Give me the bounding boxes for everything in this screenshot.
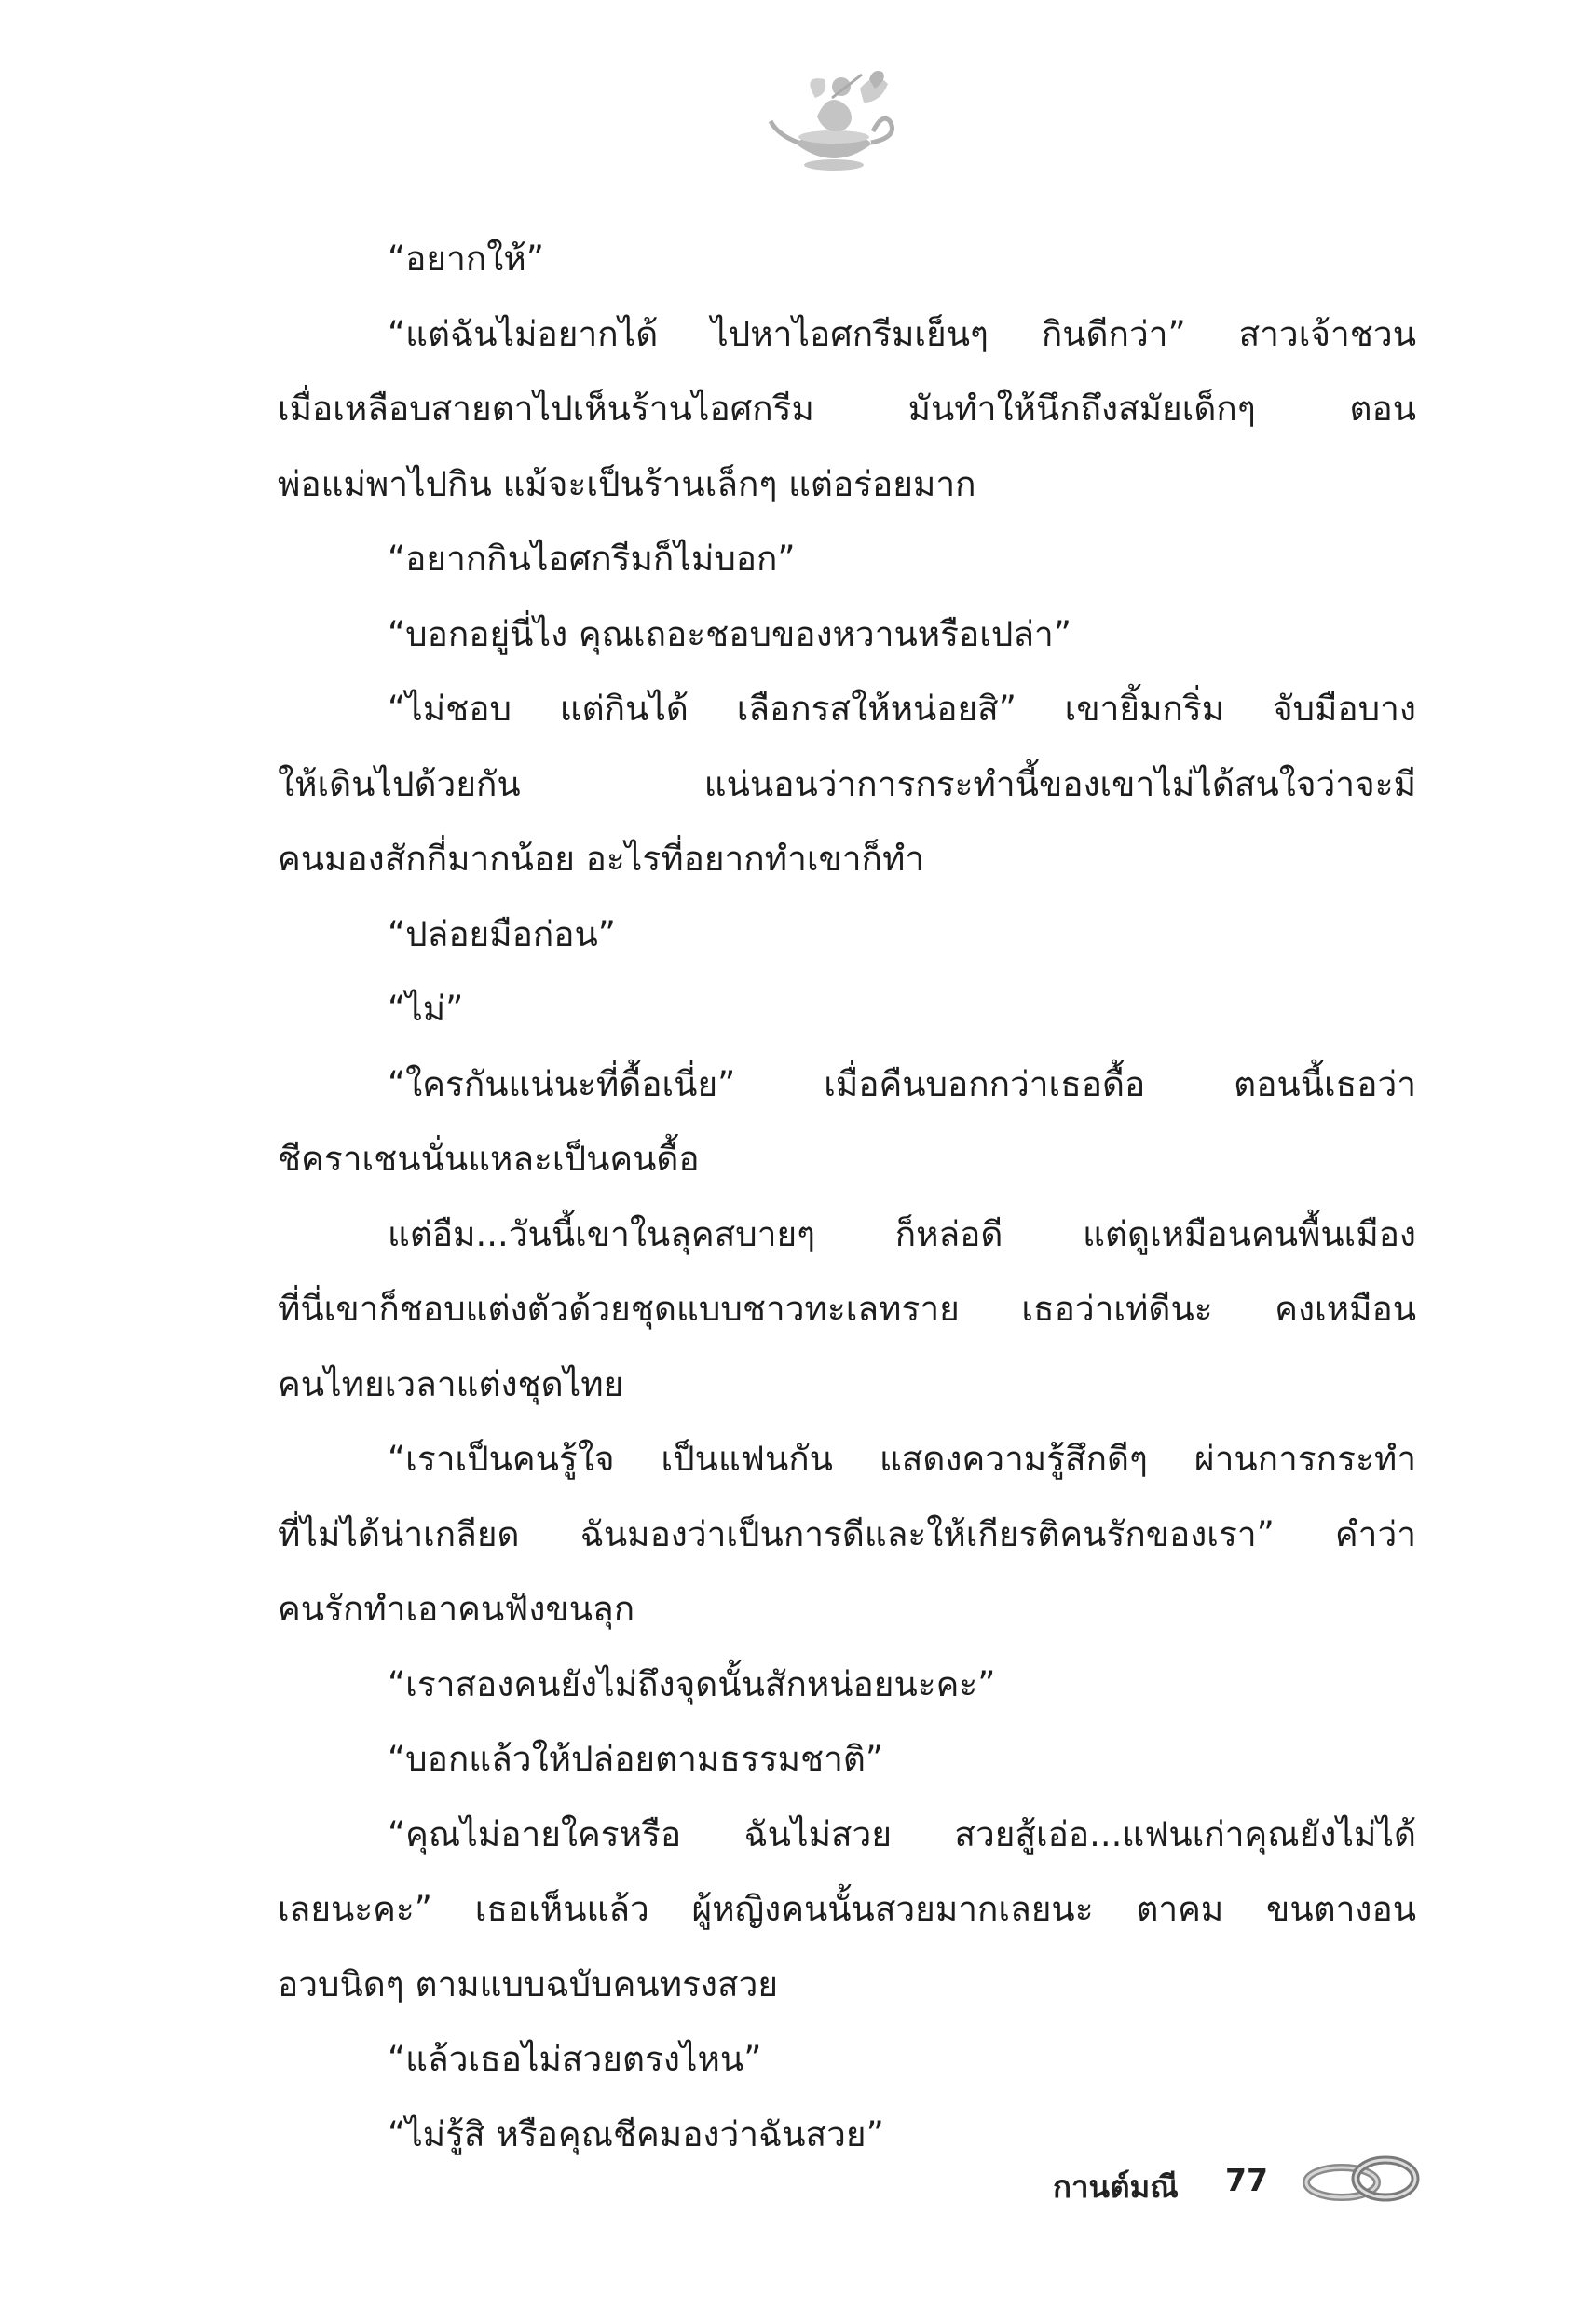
text-line: ให้เดินไปด้วยกัน แน่นอนว่าการกระทำนี้ของเขาไม่ได้สนใจว่าจะมี xyxy=(278,763,1416,804)
text-line: อวบนิดๆ ตามแบบฉบับคนทรงสวย xyxy=(278,1963,779,2004)
wedding-rings-icon xyxy=(1300,2153,1425,2208)
text-line: “แล้วเธอไม่สวยตรงไหน” xyxy=(388,2039,762,2079)
text-line: “อยากกินไอศกรีมก็ไม่บอก” xyxy=(388,539,796,579)
text-line: “อยากให้” xyxy=(388,239,544,279)
text-line: คนรักทำเอาคนฟังขนลุก xyxy=(278,1589,635,1629)
text-line: “เราสองคนยังไม่ถึงจุดนั้นสักหน่อยนะคะ” xyxy=(388,1663,996,1704)
book-title: กานต์มณี xyxy=(1053,2168,1179,2205)
page-number: 77 xyxy=(1225,2162,1268,2198)
body-text xyxy=(278,222,1416,2172)
text-line: ที่ไม่ได้น่าเกลียด ฉันมองว่าเป็นการดีและให้เกียรติคนรักของเรา” คำว่า xyxy=(278,1513,1416,1554)
text-line: “เราเป็นคนรู้ใจ เป็นแฟนกัน แสดงความรู้สึกดีๆ ผ่านการกระทำ xyxy=(388,1439,1416,1479)
text-line: เมื่อเหลือบสายตาไปเห็นร้านไอศกรีม มันทำให้นึกถึงสมัยเด็กๆ ตอน xyxy=(278,389,1416,429)
page-footer xyxy=(1025,2151,1425,2216)
text-line: “ไม่ชอบ แต่กินได้ เลือกรสให้หน่อยสิ” เขายิ้มกริ่ม จับมือบาง xyxy=(388,689,1416,729)
text-line: คนไทยเวลาแต่งชุดไทย xyxy=(278,1363,624,1404)
text-line: คนมองสักกี่มากน้อย อะไรที่อยากทำเขาก็ทำ xyxy=(278,839,925,879)
text-line: “แต่ฉันไม่อยากได้ ไปหาไอศกรีมเย็นๆ กินดีกว่า” สาวเจ้าชวน xyxy=(388,313,1416,354)
text-line: พ่อแม่พาไปกิน แม้จะเป็นร้านเล็กๆ แต่อร่อยมาก xyxy=(278,463,976,504)
text-line: “ปล่อยมือก่อน” xyxy=(388,913,616,954)
cupid-teapot-ornament-icon xyxy=(759,51,908,177)
text-line: “บอกอยู่นี่ไง คุณเถอะชอบของหวานหรือเปล่า” xyxy=(388,613,1072,654)
text-line: เลยนะคะ” เธอเห็นแล้ว ผู้หญิงคนนั้นสวยมากเลยนะ ตาคม ขนตางอน xyxy=(278,1889,1416,1929)
text-line: “ไม่รู้สิ หรือคุณชีคมองว่าฉันสวย” xyxy=(388,2113,884,2154)
text-line: ชีคราเชนนั่นแหละเป็นคนดื้อ xyxy=(278,1139,700,1179)
text-line: “ใครกันแน่นะที่ดื้อเนี่ย” เมื่อคืนบอกกว่าเธอดื้อ ตอนนี้เธอว่า xyxy=(388,1063,1416,1104)
text-line: “คุณไม่อายใครหรือ ฉันไม่สวย สวยสู้เอ่อ...แฟนเก่าคุณยังไม่ได้ xyxy=(388,1813,1416,1854)
text-line: ที่นี่เขาก็ชอบแต่งตัวด้วยชุดแบบชาวทะเลทราย เธอว่าเท่ดีนะ คงเหมือน xyxy=(278,1289,1416,1329)
text-line: แต่อืม...วันนี้เขาในลุคสบายๆ ก็หล่อดี แต่ดูเหมือนคนพื้นเมือง xyxy=(388,1213,1416,1254)
text-line: “ไม่” xyxy=(388,989,464,1029)
text-line: “บอกแล้วให้ปล่อยตามธรรมชาติ” xyxy=(388,1739,884,1779)
